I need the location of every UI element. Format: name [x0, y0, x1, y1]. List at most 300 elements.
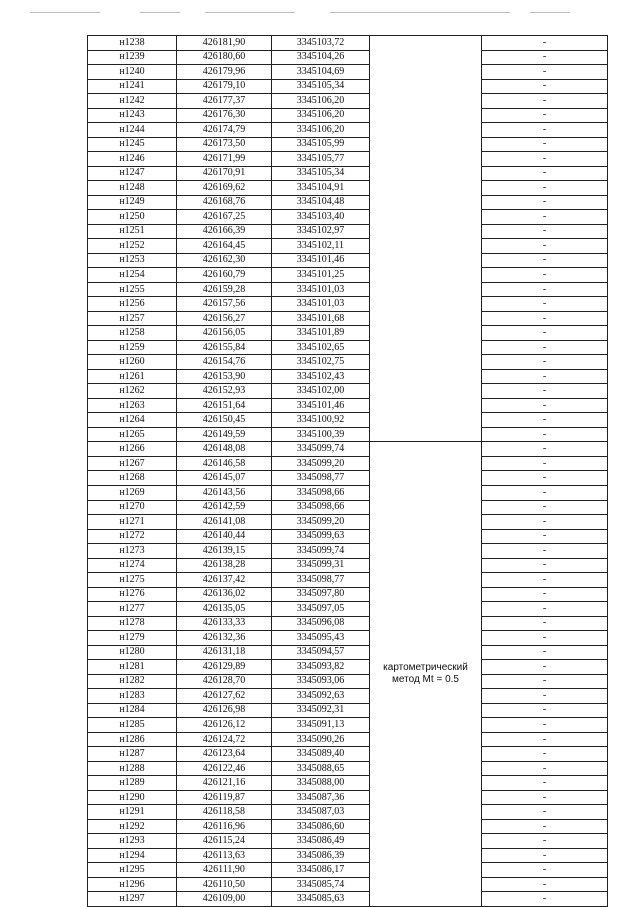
x-coordinate-cell: 426176,30	[177, 108, 272, 123]
table-row	[88, 819, 608, 834]
table-row	[88, 573, 608, 588]
point-name-cell: н1271	[88, 515, 177, 530]
point-name-cell: н1297	[88, 892, 177, 907]
x-coordinate-cell: 426146,58	[177, 456, 272, 471]
table-row	[88, 718, 608, 733]
x-coordinate-cell: 426150,45	[177, 413, 272, 428]
y-coordinate-cell: 3345101,46	[272, 398, 370, 413]
x-coordinate-cell: 426168,76	[177, 195, 272, 210]
y-coordinate-cell: 3345095,43	[272, 631, 370, 646]
dash-cell: -	[482, 471, 608, 486]
x-coordinate-cell: 426151,64	[177, 398, 272, 413]
table-row	[88, 892, 608, 907]
table-row	[88, 355, 608, 370]
table-row	[88, 36, 608, 51]
table-row	[88, 152, 608, 167]
point-name-cell: н1260	[88, 355, 177, 370]
dash-cell: -	[482, 892, 608, 907]
y-coordinate-cell: 3345106,20	[272, 94, 370, 109]
dash-cell: -	[482, 94, 608, 109]
x-coordinate-cell: 426174,79	[177, 123, 272, 138]
x-coordinate-cell: 426166,39	[177, 224, 272, 239]
table-row	[88, 239, 608, 254]
dash-cell: -	[482, 819, 608, 834]
x-coordinate-cell: 426116,96	[177, 819, 272, 834]
y-coordinate-cell: 3345104,91	[272, 181, 370, 196]
point-name-cell: н1278	[88, 616, 177, 631]
y-coordinate-cell: 3345096,08	[272, 616, 370, 631]
point-name-cell: н1288	[88, 761, 177, 776]
point-name-cell: н1262	[88, 384, 177, 399]
method-cell	[370, 442, 482, 907]
x-coordinate-cell: 426137,42	[177, 573, 272, 588]
x-coordinate-cell: 426136,02	[177, 587, 272, 602]
dash-cell: -	[482, 311, 608, 326]
table-row	[88, 50, 608, 65]
table-row	[88, 776, 608, 791]
point-name-cell: н1267	[88, 456, 177, 471]
point-name-cell: н1296	[88, 877, 177, 892]
x-coordinate-cell: 426143,56	[177, 485, 272, 500]
table-row	[88, 181, 608, 196]
y-coordinate-cell: 3345092,31	[272, 703, 370, 718]
y-coordinate-cell: 3345092,63	[272, 689, 370, 704]
dash-cell: -	[482, 369, 608, 384]
x-coordinate-cell: 426162,30	[177, 253, 272, 268]
x-coordinate-cell: 426132,36	[177, 631, 272, 646]
y-coordinate-cell: 3345103,40	[272, 210, 370, 225]
point-name-cell: н1286	[88, 732, 177, 747]
y-coordinate-cell: 3345105,99	[272, 137, 370, 152]
table-row	[88, 631, 608, 646]
y-coordinate-cell: 3345087,03	[272, 805, 370, 820]
x-coordinate-cell: 426153,90	[177, 369, 272, 384]
point-name-cell: н1265	[88, 427, 177, 442]
x-coordinate-cell: 426122,46	[177, 761, 272, 776]
point-name-cell: н1264	[88, 413, 177, 428]
dash-cell: -	[482, 50, 608, 65]
x-coordinate-cell: 426129,89	[177, 660, 272, 675]
dash-cell: -	[482, 108, 608, 123]
table-row	[88, 210, 608, 225]
table-row	[88, 674, 608, 689]
dash-cell: -	[482, 631, 608, 646]
y-coordinate-cell: 3345098,77	[272, 573, 370, 588]
point-name-cell: н1239	[88, 50, 177, 65]
y-coordinate-cell: 3345104,26	[272, 50, 370, 65]
point-name-cell: н1252	[88, 239, 177, 254]
x-coordinate-cell: 426149,59	[177, 427, 272, 442]
table-row	[88, 79, 608, 94]
point-name-cell: н1251	[88, 224, 177, 239]
table-row	[88, 123, 608, 138]
y-coordinate-cell: 3345105,34	[272, 79, 370, 94]
table-row	[88, 645, 608, 660]
y-coordinate-cell: 3345105,77	[272, 152, 370, 167]
table-row	[88, 427, 608, 442]
x-coordinate-cell: 426123,64	[177, 747, 272, 762]
x-coordinate-cell: 426126,12	[177, 718, 272, 733]
point-name-cell: н1274	[88, 558, 177, 573]
y-coordinate-cell: 3345099,31	[272, 558, 370, 573]
point-name-cell: н1276	[88, 587, 177, 602]
table-row	[88, 485, 608, 500]
x-coordinate-cell: 426169,62	[177, 181, 272, 196]
point-name-cell: н1280	[88, 645, 177, 660]
dash-cell: -	[482, 340, 608, 355]
table-row	[88, 166, 608, 181]
y-coordinate-cell: 3345086,60	[272, 819, 370, 834]
dash-cell: -	[482, 544, 608, 559]
x-coordinate-cell: 426142,59	[177, 500, 272, 515]
x-coordinate-cell: 426110,50	[177, 877, 272, 892]
point-name-cell: н1254	[88, 268, 177, 283]
y-coordinate-cell: 3345088,65	[272, 761, 370, 776]
dash-cell: -	[482, 834, 608, 849]
x-coordinate-cell: 426127,62	[177, 689, 272, 704]
table-row	[88, 515, 608, 530]
y-coordinate-cell: 3345099,20	[272, 515, 370, 530]
x-coordinate-cell: 426155,84	[177, 340, 272, 355]
dash-cell: -	[482, 877, 608, 892]
dash-cell: -	[482, 515, 608, 530]
y-coordinate-cell: 3345098,66	[272, 485, 370, 500]
dash-cell: -	[482, 645, 608, 660]
x-coordinate-cell: 426152,93	[177, 384, 272, 399]
point-name-cell: н1243	[88, 108, 177, 123]
table-row	[88, 761, 608, 776]
x-coordinate-cell: 426126,98	[177, 703, 272, 718]
x-coordinate-cell: 426121,16	[177, 776, 272, 791]
dash-cell: -	[482, 166, 608, 181]
table-row	[88, 456, 608, 471]
dash-cell: -	[482, 181, 608, 196]
y-coordinate-cell: 3345106,20	[272, 108, 370, 123]
y-coordinate-cell: 3345097,05	[272, 602, 370, 617]
y-coordinate-cell: 3345098,77	[272, 471, 370, 486]
x-coordinate-cell: 426180,60	[177, 50, 272, 65]
table-row	[88, 108, 608, 123]
point-name-cell: н1266	[88, 442, 177, 457]
dash-cell: -	[482, 674, 608, 689]
dash-cell: -	[482, 152, 608, 167]
dash-cell: -	[482, 442, 608, 457]
table-row	[88, 297, 608, 312]
table-row	[88, 398, 608, 413]
table-row	[88, 544, 608, 559]
dash-cell: -	[482, 137, 608, 152]
y-coordinate-cell: 3345102,65	[272, 340, 370, 355]
dash-cell: -	[482, 500, 608, 515]
y-coordinate-cell: 3345098,66	[272, 500, 370, 515]
dash-cell: -	[482, 195, 608, 210]
dash-cell: -	[482, 398, 608, 413]
x-coordinate-cell: 426124,72	[177, 732, 272, 747]
dash-cell: -	[482, 384, 608, 399]
x-coordinate-cell: 426160,79	[177, 268, 272, 283]
table-row	[88, 558, 608, 573]
y-coordinate-cell: 3345102,00	[272, 384, 370, 399]
table-row	[88, 602, 608, 617]
table-row	[88, 94, 608, 109]
table-row	[88, 732, 608, 747]
point-name-cell: н1268	[88, 471, 177, 486]
dash-cell: -	[482, 558, 608, 573]
x-coordinate-cell: 426140,44	[177, 529, 272, 544]
point-name-cell: н1244	[88, 123, 177, 138]
table-row	[88, 848, 608, 863]
point-name-cell: н1289	[88, 776, 177, 791]
x-coordinate-cell: 426170,91	[177, 166, 272, 181]
y-coordinate-cell: 3345094,57	[272, 645, 370, 660]
table-row	[88, 137, 608, 152]
y-coordinate-cell: 3345100,39	[272, 427, 370, 442]
table-row	[88, 689, 608, 704]
point-name-cell: н1242	[88, 94, 177, 109]
x-coordinate-cell: 426115,24	[177, 834, 272, 849]
table-row	[88, 65, 608, 80]
y-coordinate-cell: 3345090,26	[272, 732, 370, 747]
dash-cell: -	[482, 224, 608, 239]
point-name-cell: н1238	[88, 36, 177, 51]
point-name-cell: н1241	[88, 79, 177, 94]
x-coordinate-cell: 426109,00	[177, 892, 272, 907]
y-coordinate-cell: 3345086,17	[272, 863, 370, 878]
y-coordinate-cell: 3345099,20	[272, 456, 370, 471]
point-name-cell: н1246	[88, 152, 177, 167]
x-coordinate-cell: 426135,05	[177, 602, 272, 617]
point-name-cell: н1253	[88, 253, 177, 268]
dash-cell: -	[482, 485, 608, 500]
y-coordinate-cell: 3345086,39	[272, 848, 370, 863]
point-name-cell: н1287	[88, 747, 177, 762]
table-row	[88, 790, 608, 805]
y-coordinate-cell: 3345101,89	[272, 326, 370, 341]
scan-header-artifact	[30, 8, 610, 18]
y-coordinate-cell: 3345091,13	[272, 718, 370, 733]
x-coordinate-cell: 426113,63	[177, 848, 272, 863]
dash-cell: -	[482, 689, 608, 704]
point-name-cell: н1290	[88, 790, 177, 805]
point-name-cell: н1270	[88, 500, 177, 515]
dash-cell: -	[482, 732, 608, 747]
y-coordinate-cell: 3345104,69	[272, 65, 370, 80]
point-name-cell: н1294	[88, 848, 177, 863]
point-name-cell: н1256	[88, 297, 177, 312]
dash-cell: -	[482, 529, 608, 544]
y-coordinate-cell: 3345087,36	[272, 790, 370, 805]
dash-cell: -	[482, 253, 608, 268]
x-coordinate-cell: 426156,05	[177, 326, 272, 341]
point-name-cell: н1273	[88, 544, 177, 559]
y-coordinate-cell: 3345099,63	[272, 529, 370, 544]
y-coordinate-cell: 3345101,03	[272, 297, 370, 312]
point-name-cell: н1279	[88, 631, 177, 646]
table-row	[88, 877, 608, 892]
x-coordinate-cell: 426171,99	[177, 152, 272, 167]
x-coordinate-cell: 426167,25	[177, 210, 272, 225]
y-coordinate-cell: 3345093,06	[272, 674, 370, 689]
x-coordinate-cell: 426164,45	[177, 239, 272, 254]
point-name-cell: н1255	[88, 282, 177, 297]
y-coordinate-cell: 3345101,46	[272, 253, 370, 268]
y-coordinate-cell: 3345097,80	[272, 587, 370, 602]
y-coordinate-cell: 3345102,97	[272, 224, 370, 239]
y-coordinate-cell: 3345102,43	[272, 369, 370, 384]
dash-cell: -	[482, 355, 608, 370]
table-row	[88, 616, 608, 631]
coordinates-table	[87, 35, 608, 907]
x-coordinate-cell: 426157,56	[177, 297, 272, 312]
table-row	[88, 660, 608, 675]
y-coordinate-cell: 3345101,25	[272, 268, 370, 283]
table-row	[88, 384, 608, 399]
dash-cell: -	[482, 776, 608, 791]
method-line-1: картометрический	[383, 662, 468, 674]
y-coordinate-cell: 3345089,40	[272, 747, 370, 762]
dash-cell: -	[482, 210, 608, 225]
y-coordinate-cell: 3345085,63	[272, 892, 370, 907]
point-name-cell: н1295	[88, 863, 177, 878]
point-name-cell: н1259	[88, 340, 177, 355]
method-line-2: метод Mt = 0.5	[392, 674, 459, 686]
point-name-cell: н1283	[88, 689, 177, 704]
table-row	[88, 805, 608, 820]
point-name-cell: н1281	[88, 660, 177, 675]
y-coordinate-cell: 3345088,00	[272, 776, 370, 791]
table-row	[88, 471, 608, 486]
point-name-cell: н1293	[88, 834, 177, 849]
point-name-cell: н1277	[88, 602, 177, 617]
table-row	[88, 224, 608, 239]
y-coordinate-cell: 3345093,82	[272, 660, 370, 675]
point-name-cell: н1291	[88, 805, 177, 820]
x-coordinate-cell: 426181,90	[177, 36, 272, 51]
dash-cell: -	[482, 268, 608, 283]
x-coordinate-cell: 426173,50	[177, 137, 272, 152]
y-coordinate-cell: 3345085,74	[272, 877, 370, 892]
point-name-cell: н1282	[88, 674, 177, 689]
dash-cell: -	[482, 573, 608, 588]
x-coordinate-cell: 426179,96	[177, 65, 272, 80]
point-name-cell: н1240	[88, 65, 177, 80]
table-row	[88, 442, 608, 457]
table-row	[88, 282, 608, 297]
dash-cell: -	[482, 587, 608, 602]
dash-cell: -	[482, 790, 608, 805]
dash-cell: -	[482, 703, 608, 718]
dash-cell: -	[482, 427, 608, 442]
table-row	[88, 253, 608, 268]
point-name-cell: н1261	[88, 369, 177, 384]
x-coordinate-cell: 426139,15	[177, 544, 272, 559]
x-coordinate-cell: 426118,58	[177, 805, 272, 820]
point-name-cell: н1263	[88, 398, 177, 413]
point-name-cell: н1245	[88, 137, 177, 152]
x-coordinate-cell: 426177,37	[177, 94, 272, 109]
table-row	[88, 326, 608, 341]
x-coordinate-cell: 426119,87	[177, 790, 272, 805]
point-name-cell: н1249	[88, 195, 177, 210]
table-row	[88, 863, 608, 878]
point-name-cell: н1248	[88, 181, 177, 196]
y-coordinate-cell: 3345104,48	[272, 195, 370, 210]
point-name-cell: н1257	[88, 311, 177, 326]
point-name-cell: н1292	[88, 819, 177, 834]
table-row	[88, 340, 608, 355]
x-coordinate-cell: 426145,07	[177, 471, 272, 486]
table-row	[88, 747, 608, 762]
dash-cell: -	[482, 848, 608, 863]
x-coordinate-cell: 426156,27	[177, 311, 272, 326]
x-coordinate-cell: 426111,90	[177, 863, 272, 878]
y-coordinate-cell: 3345100,92	[272, 413, 370, 428]
x-coordinate-cell: 426131,18	[177, 645, 272, 660]
y-coordinate-cell: 3345102,75	[272, 355, 370, 370]
y-coordinate-cell: 3345101,68	[272, 311, 370, 326]
x-coordinate-cell: 426133,33	[177, 616, 272, 631]
y-coordinate-cell: 3345102,11	[272, 239, 370, 254]
dash-cell: -	[482, 602, 608, 617]
point-name-cell: н1269	[88, 485, 177, 500]
dash-cell: -	[482, 36, 608, 51]
table-row	[88, 195, 608, 210]
x-coordinate-cell: 426154,76	[177, 355, 272, 370]
table-row	[88, 834, 608, 849]
dash-cell: -	[482, 718, 608, 733]
x-coordinate-cell: 426128,70	[177, 674, 272, 689]
table-row	[88, 500, 608, 515]
method-cell-empty	[370, 36, 482, 442]
x-coordinate-cell: 426148,08	[177, 442, 272, 457]
table-row	[88, 268, 608, 283]
x-coordinate-cell: 426138,28	[177, 558, 272, 573]
point-name-cell: н1247	[88, 166, 177, 181]
point-name-cell: н1285	[88, 718, 177, 733]
dash-cell: -	[482, 805, 608, 820]
point-name-cell: н1284	[88, 703, 177, 718]
table-row	[88, 529, 608, 544]
y-coordinate-cell: 3345099,74	[272, 544, 370, 559]
dash-cell: -	[482, 863, 608, 878]
table-row	[88, 311, 608, 326]
x-coordinate-cell: 426141,08	[177, 515, 272, 530]
y-coordinate-cell: 3345099,74	[272, 442, 370, 457]
y-coordinate-cell: 3345101,03	[272, 282, 370, 297]
dash-cell: -	[482, 123, 608, 138]
y-coordinate-cell: 3345105,34	[272, 166, 370, 181]
y-coordinate-cell: 3345106,20	[272, 123, 370, 138]
dash-cell: -	[482, 747, 608, 762]
point-name-cell: н1272	[88, 529, 177, 544]
dash-cell: -	[482, 456, 608, 471]
dash-cell: -	[482, 79, 608, 94]
coordinates-table-body	[88, 36, 608, 907]
x-coordinate-cell: 426179,10	[177, 79, 272, 94]
table-row	[88, 413, 608, 428]
table-row	[88, 369, 608, 384]
dash-cell: -	[482, 282, 608, 297]
point-name-cell: н1250	[88, 210, 177, 225]
y-coordinate-cell: 3345103,72	[272, 36, 370, 51]
y-coordinate-cell: 3345086,49	[272, 834, 370, 849]
table-row	[88, 703, 608, 718]
x-coordinate-cell: 426159,28	[177, 282, 272, 297]
dash-cell: -	[482, 616, 608, 631]
dash-cell: -	[482, 326, 608, 341]
table-row	[88, 587, 608, 602]
point-name-cell: н1275	[88, 573, 177, 588]
